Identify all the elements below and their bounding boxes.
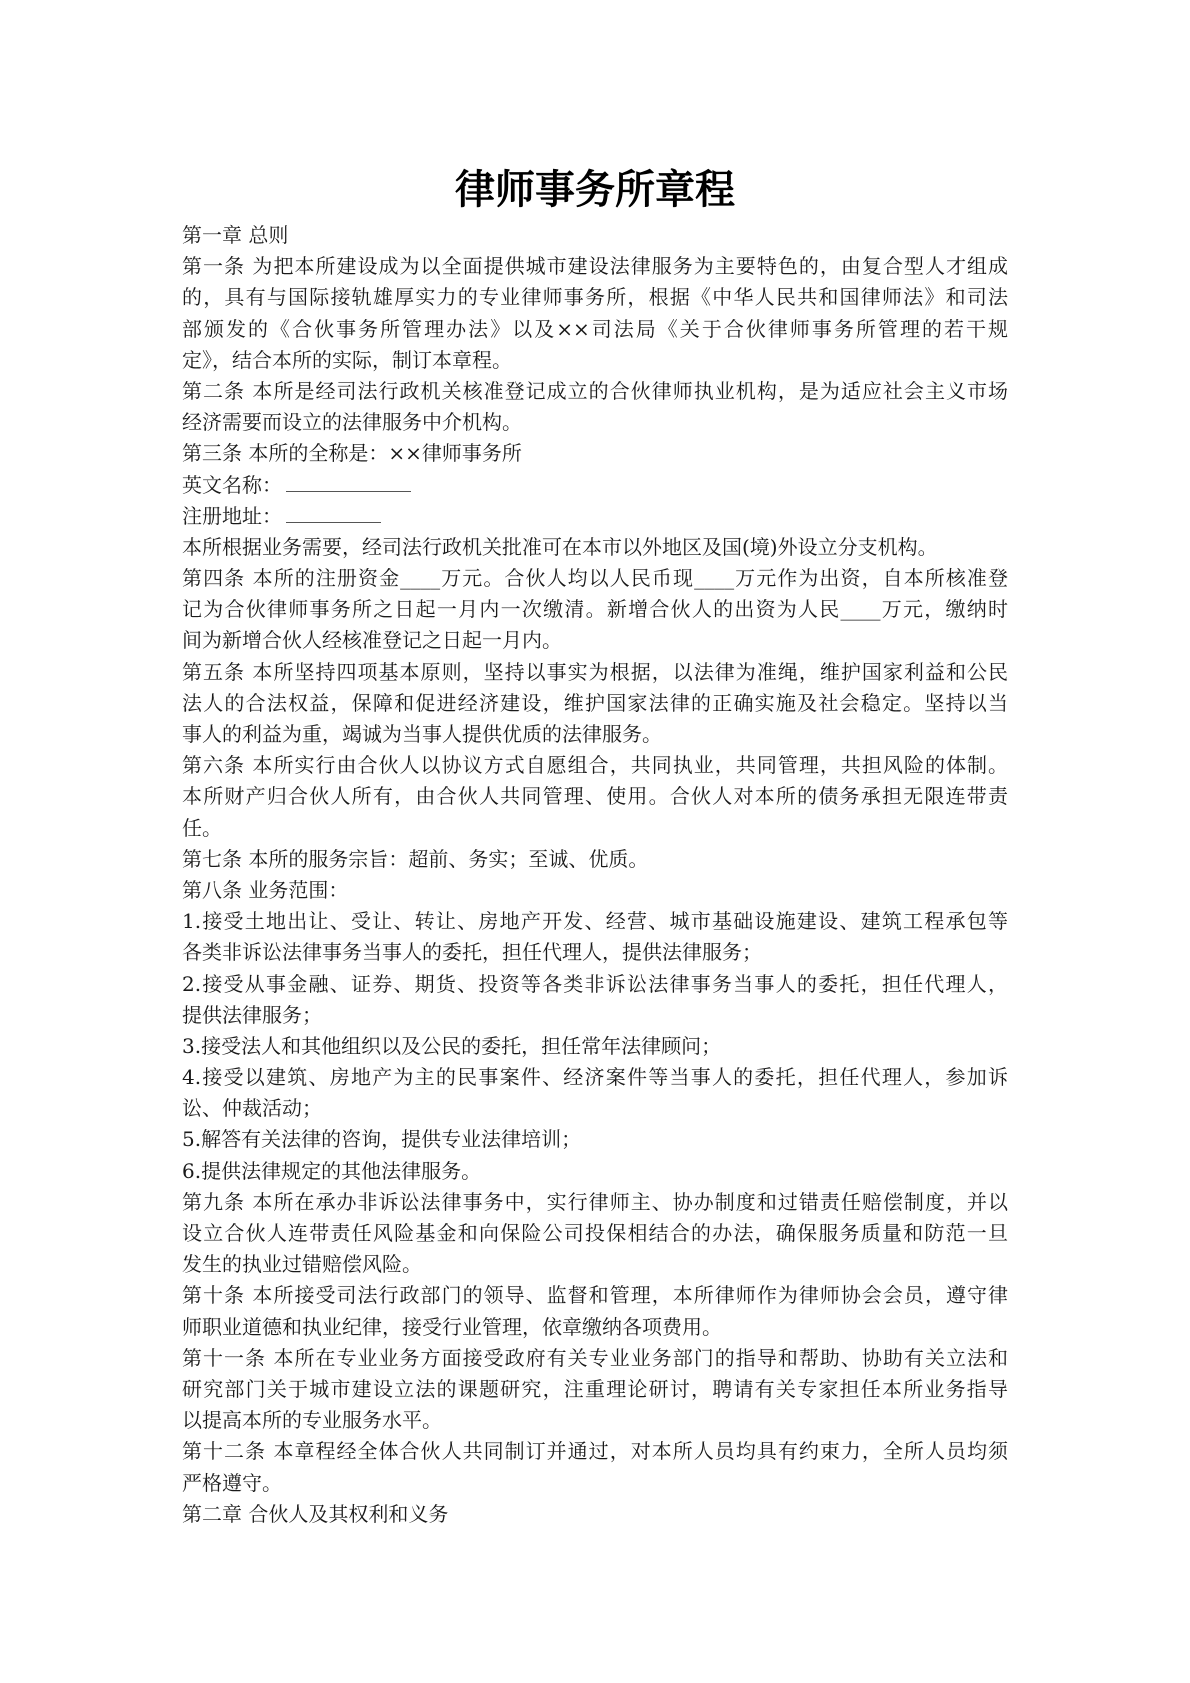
article-line: [182, 438, 1008, 469]
form-field-line: [182, 501, 1008, 532]
list-item-line: [182, 1156, 1008, 1187]
article-line: [182, 750, 1008, 781]
article-line: [182, 1405, 1008, 1436]
list-item-line: [182, 1000, 1008, 1031]
line-text: 法人的合法权益，保障和促进经济建设，维护国家法律的正确实施及社会稳定。坚持以当: [182, 690, 1008, 715]
list-item-line: [182, 1031, 1008, 1062]
list-item-line: [182, 969, 1008, 1000]
line-text: 提供法律服务；: [182, 1002, 322, 1027]
article-line: [182, 1249, 1008, 1280]
line-text: 研究部门关于城市建设立法的课题研究，注重理论研讨，聘请有关专家担任本所业务指导: [182, 1376, 1008, 1401]
line-text: 记为合伙律师事务所之日起一月内一次缴清。新增合伙人的出资为人民____万元，缴纳时: [182, 597, 1008, 622]
article-line: [182, 781, 1008, 812]
article-line: [182, 345, 1008, 376]
line-text: 第七条 本所的服务宗旨：超前、务实；至诚、优质。: [182, 846, 649, 871]
article-line: [182, 251, 1008, 282]
blank-underline: [286, 502, 381, 523]
line-text: 任。: [182, 815, 222, 840]
article-line: [182, 1187, 1008, 1218]
line-text: 第一章 总则: [182, 223, 289, 247]
line-text: 各类非诉讼法律事务当事人的委托，担任代理人，提供法律服务；: [182, 940, 762, 965]
line-text: 5.解答有关法律的咨询，提供专业法律培训；: [182, 1127, 582, 1152]
line-text: 英文名称：: [182, 472, 282, 497]
line-text: 2.接受从事金融、证券、期货、投资等各类非诉讼法律事务当事人的委托，担任代理人，: [182, 971, 1008, 996]
article-line: [182, 1280, 1008, 1311]
document-body: [182, 220, 1008, 1530]
article-line: [182, 1312, 1008, 1343]
line-text: 经济需要而设立的法律服务中介机构。: [182, 410, 522, 435]
line-text: 第十二条 本章程经全体合伙人共同制订并通过，对本所人员均具有约束力，全所人员均须: [182, 1439, 1008, 1464]
line-text: 第三条 本所的全称是：××律师事务所: [182, 441, 522, 466]
article-line: [182, 719, 1008, 750]
line-text: 第二条 本所是经司法行政机关核准登记成立的合伙律师执业机构，是为适应社会主义市场: [182, 378, 1008, 403]
line-text: 6.提供法律规定的其他法律服务。: [182, 1158, 482, 1183]
line-text: 本所根据业务需要，经司法行政机关批准可在本市以外地区及国(境)外设立分支机构。: [182, 534, 938, 559]
document-title: 律师事务所章程: [455, 167, 735, 213]
line-text: 师职业道德和执业纪律，接受行业管理，依章缴纳各项费用。: [182, 1314, 722, 1339]
article-line: [182, 376, 1008, 407]
article-line: [182, 314, 1008, 345]
article-line: [182, 282, 1008, 313]
line-text: 第十条 本所接受司法行政部门的领导、监督和管理，本所律师作为律师协会会员，遵守律: [182, 1283, 1008, 1308]
form-field-line: [182, 470, 1008, 501]
list-item-line: [182, 937, 1008, 968]
line-text: 第四条 本所的注册资金____万元。合伙人均以人民币现____万元作为出资，自本所核准登: [182, 566, 1008, 591]
line-text: 第一条 为把本所建设成为以全面提供城市建设法律服务为主要特色的，由复合型人才组成: [182, 254, 1008, 279]
line-text: 1.接受土地出让、受让、转让、房地产开发、经营、城市基础设施建设、建筑工程承包等: [182, 909, 1008, 934]
article-line: [182, 844, 1008, 875]
line-text: 第八条 业务范围：: [182, 877, 349, 902]
article-line: [182, 532, 1008, 563]
article-line: [182, 1218, 1008, 1249]
line-text: 部颁发的《合伙事务所管理办法》以及××司法局《关于合伙律师事务所管理的若干规: [182, 316, 1008, 341]
line-text: 设立合伙人连带责任风险基金和向保险公司投保相结合的办法，确保服务质量和防范一旦: [182, 1221, 1008, 1245]
line-text: 4.接受以建筑、房地产为主的民事案件、经济案件等当事人的委托，担任代理人，参加诉: [182, 1065, 1008, 1090]
article-line: [182, 1468, 1008, 1499]
line-text: 第五条 本所坚持四项基本原则，坚持以事实为根据，以法律为准绳，维护国家利益和公民: [182, 659, 1008, 684]
line-text: 注册地址：: [182, 503, 282, 528]
article-line: [182, 1374, 1008, 1405]
line-text: 第九条 本所在承办非诉讼法律事务中，实行律师主、协办制度和过错责任赔偿制度，并以: [182, 1189, 1008, 1214]
list-item-line: [182, 1062, 1008, 1093]
article-line: [182, 875, 1008, 906]
list-item-line: [182, 906, 1008, 937]
line-text: 第二章 合伙人及其权利和义务: [182, 1501, 449, 1526]
line-text: 发生的执业过错赔偿风险。: [182, 1252, 422, 1277]
article-line: [182, 1343, 1008, 1374]
line-text: 间为新增合伙人经核准登记之日起一月内。: [182, 628, 562, 653]
article-line: [182, 813, 1008, 844]
line-text: 的，具有与国际接轨雄厚实力的专业律师事务所，根据《中华人民共和国律师法》和司法: [182, 285, 1008, 310]
list-item-line: [182, 1124, 1008, 1155]
list-item-line: [182, 1093, 1008, 1124]
chapter-heading: [182, 1499, 1008, 1530]
line-text: 讼、仲裁活动；: [182, 1096, 322, 1121]
article-line: [182, 688, 1008, 719]
line-text: 严格遵守。: [182, 1470, 282, 1495]
line-text: 3.接受法人和其他组织以及公民的委托，担任常年法律顾问；: [182, 1033, 722, 1058]
article-line: [182, 594, 1008, 625]
line-text: 第十一条 本所在专业业务方面接受政府有关专业业务部门的指导和帮助、协助有关立法和: [182, 1345, 1008, 1370]
article-line: [182, 657, 1008, 688]
article-line: [182, 563, 1008, 594]
chapter-heading: [182, 220, 1008, 251]
line-text: 以提高本所的专业服务水平。: [182, 1408, 442, 1433]
line-text: 本所财产归合伙人所有，由合伙人共同管理、使用。合伙人对本所的债务承担无限连带责: [182, 784, 1008, 809]
line-text: 定》，结合本所的实际，制订本章程。: [182, 347, 512, 372]
article-line: [182, 625, 1008, 656]
blank-underline: [286, 471, 411, 492]
line-text: 第六条 本所实行由合伙人以协议方式自愿组合，共同执业，共同管理，共担风险的体制。: [182, 753, 1008, 778]
article-line: [182, 407, 1008, 438]
article-line: [182, 1436, 1008, 1467]
line-text: 事人的利益为重，竭诚为当事人提供优质的法律服务。: [182, 722, 662, 746]
